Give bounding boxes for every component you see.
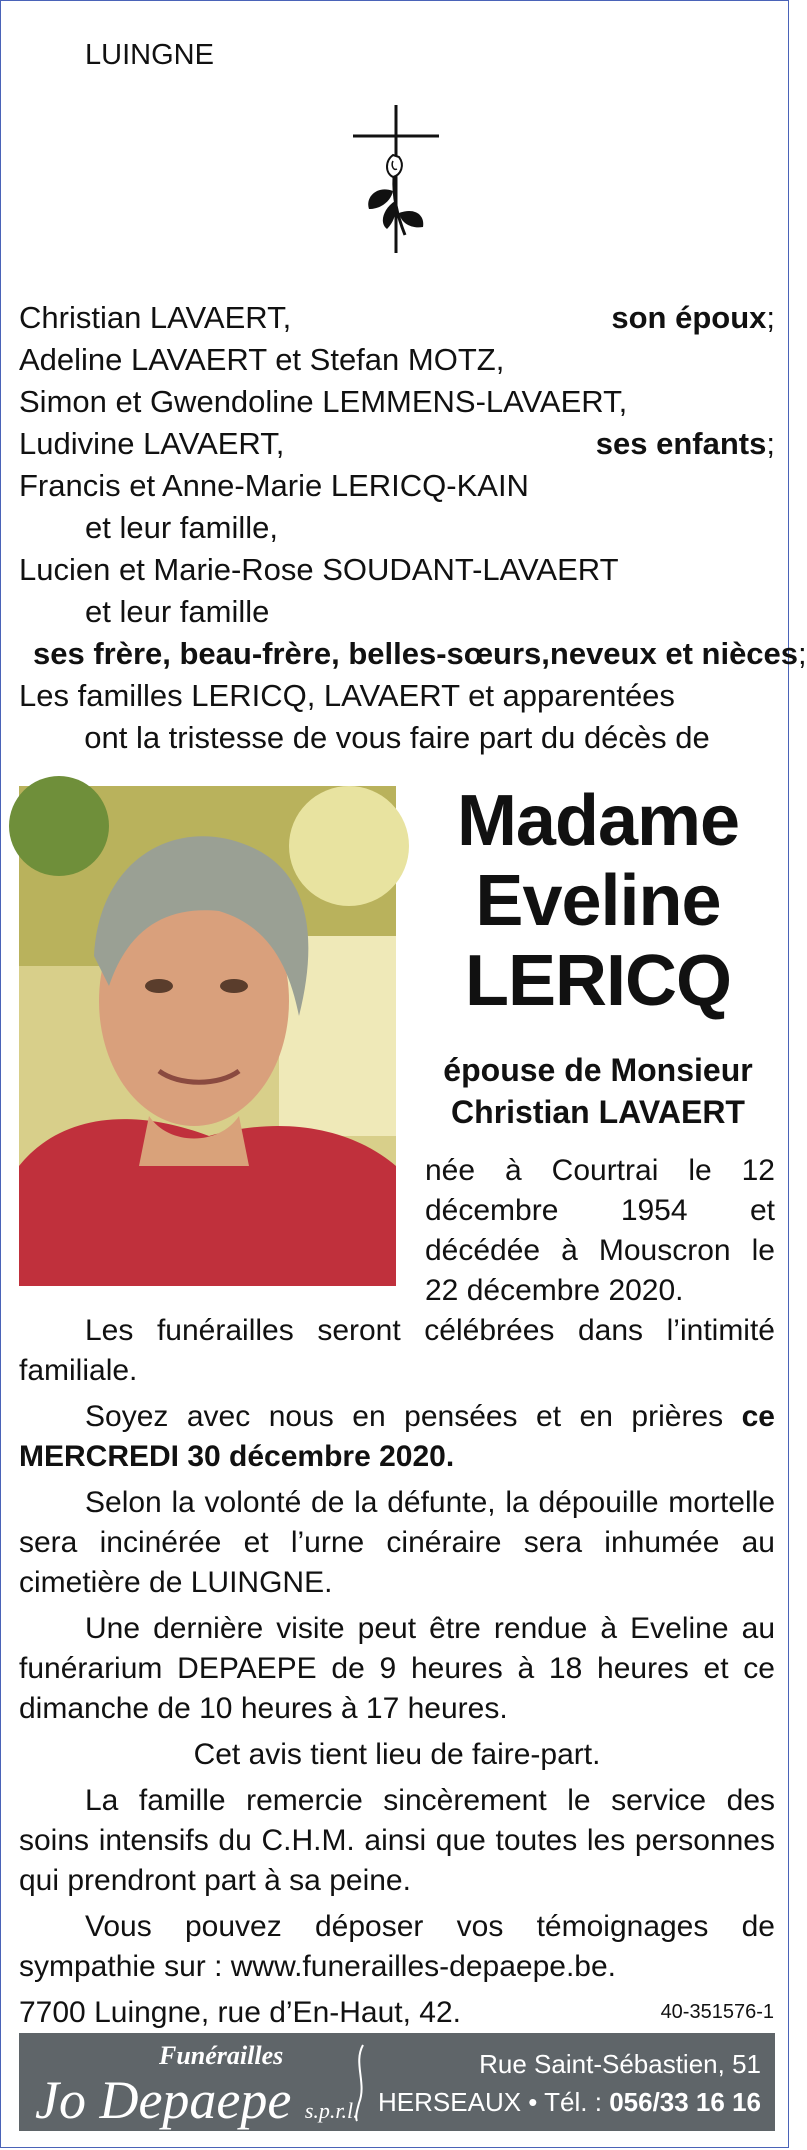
- funeral-home-name: [35, 2069, 359, 2131]
- cross-with-rose-icon: [353, 105, 439, 253]
- portrait-photo: [19, 786, 396, 1286]
- deceased-last-name: LERICQ: [464, 941, 731, 1021]
- sibling-2-family: et leur famille: [85, 594, 270, 629]
- prayer-date: ce MERCREDI 30 décembre 2020.: [19, 1400, 775, 1473]
- funeral-home-banner: [19, 2033, 775, 2131]
- deceased-title: Madame: [456, 781, 740, 861]
- spouse-line-2: Christian LAVAERT: [451, 1094, 745, 1130]
- deceased-first-name: Eveline: [475, 861, 721, 941]
- funeral-home-city: HERSEAUX • Tél. :: [378, 2087, 602, 2117]
- spouse-name: Christian LAVAERT,: [19, 300, 292, 335]
- relatives-role: neveux et nièces: [549, 636, 799, 671]
- children-role: ses enfants: [595, 426, 767, 461]
- child-2: Simon et Gwendoline LEMMENS-LAVAERT,: [19, 384, 628, 419]
- thanks-paragraph: La famille remercie sincèrement le service des soins intensifs du C.H.M. ainsi que toutes les personnes qui prendront part à sa peine.: [19, 1784, 775, 1897]
- prayer-paragraph: [19, 1397, 775, 1477]
- funeral-home-subtitle: Funérailles: [159, 2041, 284, 2070]
- funeral-paragraph: Les funérailles seront célébrées dans l’intimité familiale.: [19, 1314, 775, 1387]
- spouse-role: son époux: [611, 300, 767, 335]
- prayer-text: Soyez avec nous en pensées et en prières: [85, 1400, 724, 1433]
- deceased-name-block: [413, 781, 783, 1133]
- sibling-1-family: et leur famille,: [85, 510, 278, 545]
- condolences-paragraph: Vous pouvez déposer vos témoignages de sympathie sur : www.funerailles-depaepe.be.: [19, 1910, 775, 1983]
- other-families: Les familles LERICQ, LAVAERT et apparentées: [19, 678, 675, 713]
- siblings-role: ses frère, beau-frère, belles-sœurs,: [33, 636, 550, 671]
- spouse-row: Christian LAVAERT, son époux;: [19, 297, 775, 339]
- funeral-home-phone: 056/33 16 16: [609, 2087, 761, 2117]
- company-legal-form: s.p.r.l.: [304, 2098, 359, 2123]
- cremation-paragraph: Selon la volonté de la défunte, la dépouille mortelle sera incinérée et l’urne cinéraire sera inhumée au cimetière de LUINGNE.: [19, 1486, 775, 1599]
- reference-number: 40-351576-1: [660, 2001, 774, 2023]
- company-name: Jo Depaepe: [35, 2070, 292, 2130]
- home-address: 7700 Luingne, rue d’En-Haut, 42.: [19, 1996, 461, 2029]
- funeral-home-contact: [378, 2087, 761, 2118]
- birth-death-text: née à Courtrai le 12 décembre 1954 et décédée à Mouscron le 22 décembre 2020.: [425, 1154, 775, 1307]
- notice-statement: Cet avis tient lieu de faire-part.: [193, 1738, 601, 1771]
- locality: LUINGNE: [85, 39, 214, 71]
- child-1: Adeline LAVAERT et Stefan MOTZ,: [19, 342, 505, 377]
- sibling-1: Francis et Anne-Marie LERICQ-KAIN: [19, 468, 529, 503]
- notice-body: [19, 1311, 775, 2039]
- funeral-home-street: Rue Saint-Sébastien, 51: [479, 2049, 761, 2079]
- children-row: Ludivine LAVAERT, ses enfants;: [19, 423, 775, 465]
- sibling-2: Lucien et Marie-Rose SOUDANT-LAVAERT: [19, 552, 619, 587]
- visit-paragraph: Une dernière visite peut être rendue à Eveline au funérarium DEPAEPE de 9 heures à 18 heures et ce dimanche de 10 heures à 17 heures.: [19, 1612, 775, 1725]
- siblings-role-row: ses frère, beau-frère, belles-sœurs, neveux et nièces;: [19, 633, 775, 675]
- family-list: [19, 297, 807, 759]
- announcement: ont la tristesse de vous faire part du décès de: [84, 720, 710, 755]
- divider-swash-icon: [349, 2043, 371, 2123]
- child-3: Ludivine LAVAERT,: [19, 426, 285, 461]
- spouse-line-1: épouse de Monsieur: [443, 1052, 753, 1088]
